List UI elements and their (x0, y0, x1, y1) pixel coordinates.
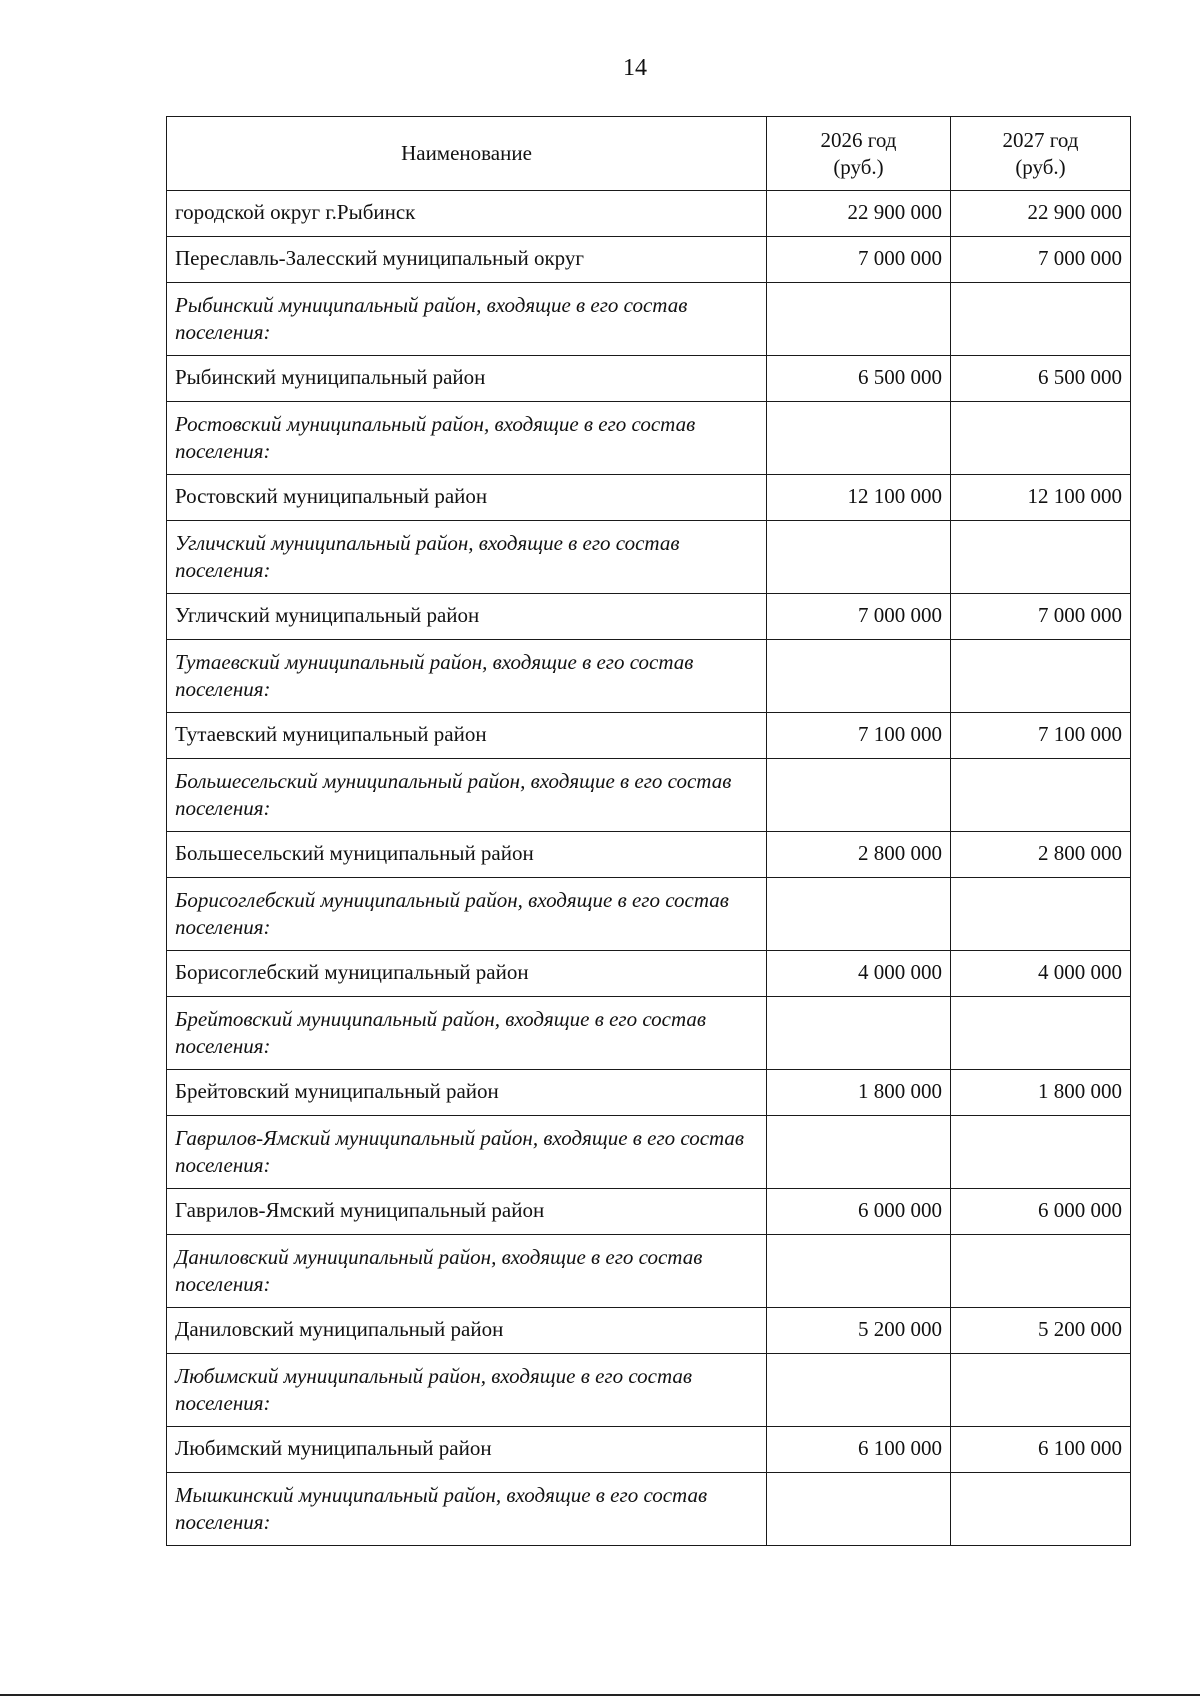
cell-2027 (951, 640, 1131, 713)
table-header (167, 117, 1131, 191)
cell-name: Рыбинский муниципальный район (167, 356, 767, 402)
cell-2027: 6 100 000 (951, 1427, 1131, 1473)
table-row (167, 1308, 1131, 1354)
cell-name: городской округ г.Рыбинск (167, 191, 767, 237)
cell-2027: 7 000 000 (951, 594, 1131, 640)
table-row-group-heading (167, 997, 1131, 1070)
table-row (167, 237, 1131, 283)
cell-name: Даниловский муниципальный район, входящие в его состав поселения: (167, 1235, 767, 1308)
cell-name: Угличский муниципальный район (167, 594, 767, 640)
cell-2026: 12 100 000 (767, 475, 951, 521)
cell-name: Брейтовский муниципальный район, входящие в его состав поселения: (167, 997, 767, 1070)
cell-2026 (767, 640, 951, 713)
cell-2027 (951, 1235, 1131, 1308)
cell-2026 (767, 1116, 951, 1189)
cell-2027: 4 000 000 (951, 951, 1131, 997)
table-row (167, 1189, 1131, 1235)
table-row-group-heading (167, 283, 1131, 356)
cell-2026: 7 000 000 (767, 594, 951, 640)
table-row-group-heading (167, 1354, 1131, 1427)
cell-2027: 6 500 000 (951, 356, 1131, 402)
cell-2027: 2 800 000 (951, 832, 1131, 878)
cell-2026: 7 000 000 (767, 237, 951, 283)
cell-2026: 4 000 000 (767, 951, 951, 997)
cell-2027: 12 100 000 (951, 475, 1131, 521)
cell-name: Мышкинский муниципальный район, входящие в его состав поселения: (167, 1473, 767, 1546)
cell-2026 (767, 1473, 951, 1546)
page-number: 14 (623, 55, 647, 81)
cell-2026 (767, 759, 951, 832)
table-row-group-heading (167, 1473, 1131, 1546)
cell-2027 (951, 1473, 1131, 1546)
cell-2027: 22 900 000 (951, 191, 1131, 237)
table-row (167, 713, 1131, 759)
cell-name: Любимский муниципальный район, входящие в его состав поселения: (167, 1354, 767, 1427)
cell-name: Большесельский муниципальный район (167, 832, 767, 878)
cell-2027 (951, 521, 1131, 594)
table-row (167, 832, 1131, 878)
cell-2026: 6 100 000 (767, 1427, 951, 1473)
cell-name: Тутаевский муниципальный район (167, 713, 767, 759)
cell-2027 (951, 402, 1131, 475)
cell-2026 (767, 997, 951, 1070)
cell-2027 (951, 283, 1131, 356)
cell-2026 (767, 521, 951, 594)
header-row (167, 117, 1131, 191)
cell-2026: 1 800 000 (767, 1070, 951, 1116)
cell-2027: 6 000 000 (951, 1189, 1131, 1235)
table-row (167, 356, 1131, 402)
table-row-group-heading (167, 1116, 1131, 1189)
cell-2026 (767, 283, 951, 356)
cell-name: Брейтовский муниципальный район (167, 1070, 767, 1116)
cell-2027 (951, 1354, 1131, 1427)
table-row (167, 191, 1131, 237)
table-row (167, 594, 1131, 640)
cell-2026: 7 100 000 (767, 713, 951, 759)
cell-2027: 7 000 000 (951, 237, 1131, 283)
cell-name: Рыбинский муниципальный район, входящие в его состав поселения: (167, 283, 767, 356)
table-body (167, 191, 1131, 1546)
cell-2026: 5 200 000 (767, 1308, 951, 1354)
header-year-2026 (767, 117, 951, 191)
cell-2027 (951, 997, 1131, 1070)
header-year-2026-label: 2026 год (820, 127, 897, 152)
table-row (167, 475, 1131, 521)
cell-name: Ростовский муниципальный район (167, 475, 767, 521)
table-row (167, 951, 1131, 997)
cell-name: Тутаевский муниципальный район, входящие в его состав поселения: (167, 640, 767, 713)
header-year-2027 (951, 117, 1131, 191)
cell-2027 (951, 759, 1131, 832)
cell-2026 (767, 1354, 951, 1427)
cell-name: Гаврилов-Ямский муниципальный район (167, 1189, 767, 1235)
cell-2026 (767, 878, 951, 951)
table-row-group-heading (167, 1235, 1131, 1308)
cell-name: Угличский муниципальный район, входящие в его состав поселения: (167, 521, 767, 594)
cell-2027 (951, 878, 1131, 951)
cell-name: Даниловский муниципальный район (167, 1308, 767, 1354)
cell-name: Ростовский муниципальный район, входящие в его состав поселения: (167, 402, 767, 475)
cell-name: Большесельский муниципальный район, входящие в его состав поселения: (167, 759, 767, 832)
cell-2026 (767, 402, 951, 475)
bottom-rule (0, 1694, 1200, 1696)
header-name: Наименование (167, 117, 767, 191)
table-row-group-heading (167, 521, 1131, 594)
table-row (167, 1427, 1131, 1473)
cell-2026: 22 900 000 (767, 191, 951, 237)
cell-2027 (951, 1116, 1131, 1189)
table-row-group-heading (167, 759, 1131, 832)
cell-2026 (767, 1235, 951, 1308)
table-row-group-heading (167, 640, 1131, 713)
table-row-group-heading (167, 402, 1131, 475)
budget-table (166, 116, 1131, 1546)
cell-2026: 2 800 000 (767, 832, 951, 878)
cell-name: Переславль-Залесский муниципальный округ (167, 237, 767, 283)
header-year-2027-label: 2027 год (1002, 127, 1079, 152)
header-year-2026-unit: (руб.) (833, 154, 884, 179)
cell-2027: 7 100 000 (951, 713, 1131, 759)
table-row (167, 1070, 1131, 1116)
cell-name: Борисоглебский муниципальный район, входящие в его состав поселения: (167, 878, 767, 951)
cell-name: Борисоглебский муниципальный район (167, 951, 767, 997)
cell-2026: 6 000 000 (767, 1189, 951, 1235)
cell-2026: 6 500 000 (767, 356, 951, 402)
table-row-group-heading (167, 878, 1131, 951)
cell-2027: 5 200 000 (951, 1308, 1131, 1354)
cell-name: Гаврилов-Ямский муниципальный район, входящие в его состав поселения: (167, 1116, 767, 1189)
cell-2027: 1 800 000 (951, 1070, 1131, 1116)
header-year-2027-unit: (руб.) (1015, 154, 1066, 179)
cell-name: Любимский муниципальный район (167, 1427, 767, 1473)
